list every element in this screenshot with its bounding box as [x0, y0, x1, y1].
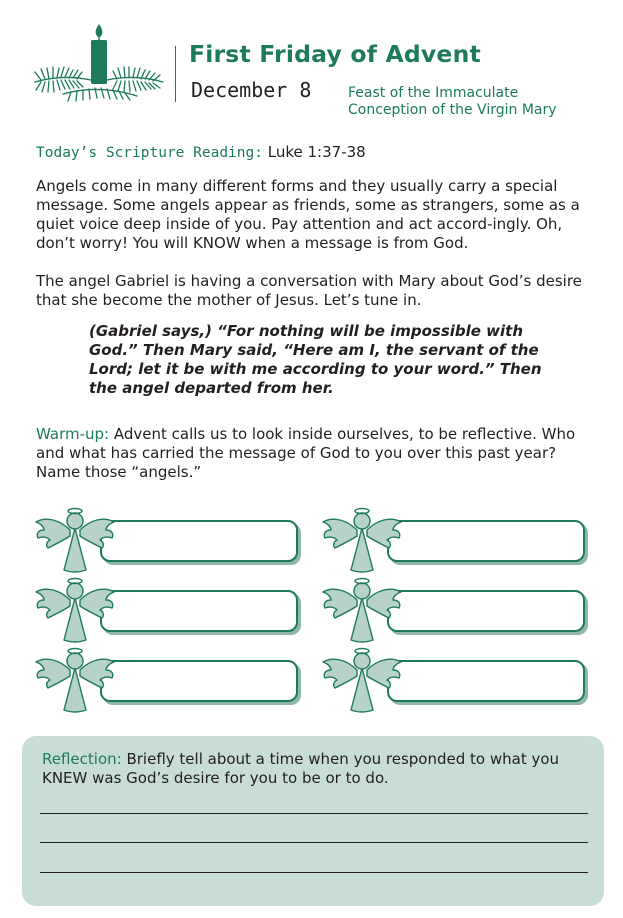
reflection-write-line[interactable]	[40, 813, 588, 814]
scripture-reading	[36, 143, 366, 161]
reflection-label: Reflection:	[42, 750, 122, 768]
feast-name: Feast of the Immaculate Conception of the Virgin Mary	[348, 85, 557, 118]
angel-answer-box[interactable]	[100, 520, 298, 562]
header-divider	[175, 46, 176, 102]
angel-icon	[34, 576, 116, 646]
scripture-label: Today’s Scripture Reading:	[36, 145, 263, 161]
angel-icon	[34, 506, 116, 576]
scripture-quote: (Gabriel says,) “For nothing will be impossible with God.” Then Mary said, “Here am I, the servant of the Lord; let it be with me according to your word.” Then the angel departed from her.	[89, 322, 542, 397]
angel-answer-box[interactable]	[100, 590, 298, 632]
angel-answer-box[interactable]	[387, 660, 585, 702]
scripture-reference: Luke 1:37-38	[267, 143, 366, 161]
warmup-paragraph	[36, 425, 591, 482]
candle-pine-branch-icon	[33, 22, 165, 104]
warmup-text: Advent calls us to look inside ourselves, to be reflective. Who and what has carried the message of God to you over this past year? Name those “angels.”	[36, 425, 576, 481]
angel-answer-box[interactable]	[100, 660, 298, 702]
page-title: First Friday of Advent	[189, 40, 481, 68]
angel-icon	[321, 576, 403, 646]
angel-icon	[34, 646, 116, 716]
reflection-write-line[interactable]	[40, 842, 588, 843]
gabriel-paragraph: The angel Gabriel is having a conversation with Mary about God’s desire that she become the mother of Jesus. Let’s tune in.	[36, 272, 582, 309]
page-date: December 8	[191, 78, 312, 102]
reflection-write-line[interactable]	[40, 872, 588, 873]
angel-icon	[321, 506, 403, 576]
intro-paragraph: Angels come in many different forms and they usually carry a special message. Some angels appear as friends, some as strangers, some as a quiet voice deep inside of you. Pay attention and act accord-ingly. Oh, don’t worry! You will KNOW when a message is from God.	[36, 177, 580, 252]
reflection-prompt	[42, 750, 597, 788]
reflection-text: Briefly tell about a time when you responded to what you KNEW was God’s desire for you to be or to do.	[42, 750, 560, 787]
angel-answer-box[interactable]	[387, 590, 585, 632]
angel-icon	[321, 646, 403, 716]
angel-answer-box[interactable]	[387, 520, 585, 562]
warmup-label: Warm-up:	[36, 425, 110, 443]
